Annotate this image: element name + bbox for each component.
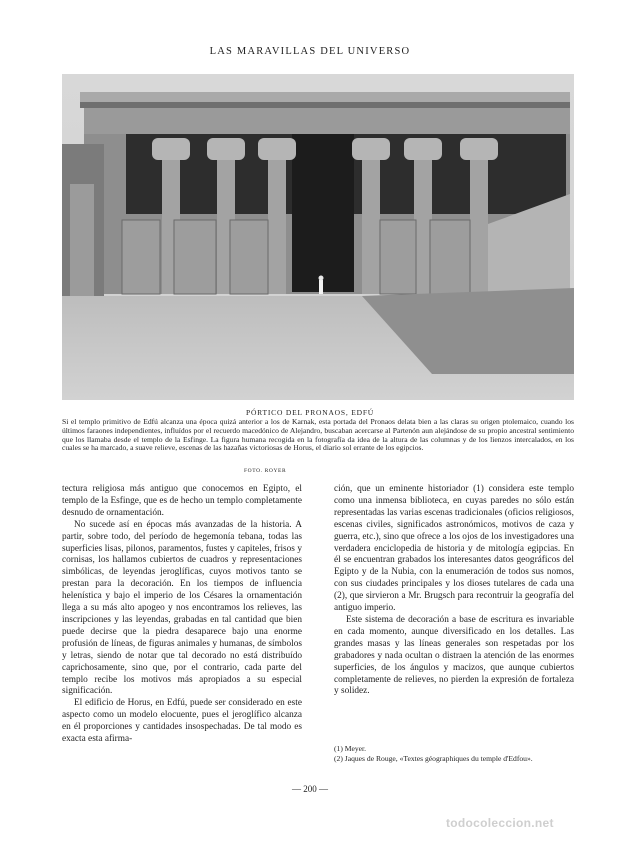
paragraph: El edificio de Horus, en Edfú, puede ser considerado en este aspecto como un modelo elocuente, pues el jeroglífico alcanza en él proporciones y cantidades insospechadas. De tal modo es exacta esta afirma- — [62, 698, 302, 745]
running-header: LAS MARAVILLAS DEL UNIVERSO — [209, 46, 411, 57]
paragraph: No sucede así en épocas más avanzadas de la historia. A partir, sobre todo, del período de hegemonía tebana, todas las superficies lisas, pilonos, paramentos, fustes y capiteles, frisos y cornisas, los hallamos cubiertos de cuadros y representaciones simbólicas, de leyendas jeroglíficas, cuyos motivos tanto se prestan para la decoración. En los tiempos de influencia helenística y bajo el imperio de los Césares la ornamentación llega a su más alto apogeo y nos encontramos los relieves, las inscripciones y las leyendas, grabadas en tal cantidad que bien puede decirse que la piedra desaparece bajo una enorme profusión de líneas, de figuras animales y humanas, de símbolos y letras, siendo de notar que tal decorado no está distribuído caprichosamente, sino que, por el contrario, cada parte del templo recibe los motivos más apropiados a su especial significación. — [62, 519, 302, 697]
photo-credit: FOTO. ROYER — [244, 468, 287, 474]
paragraph: Este sistema de decoración a base de escritura es invariable en cada momento, aunque diversificado en los detalles. Las grandes masas y las líneas generales son respetadas por los grabadores y nada ocultan o distraen la atención de las enormes superficies, de los ángulos y macizos, que aunque cubiertos completamente de relieves, no pierden la expresión de fortaleza y solidez. — [334, 614, 574, 697]
page-number: — 200 — — [292, 784, 328, 794]
photo-caption-body: Si el templo primitivo de Edfú alcanza una época quizá anterior a los de Karnak, esta portada del Pronaos delata bien a las claras su origen ptolemaico, cuando los últimos faraones independientes, influídos por el recuerdo macedónico de Alejandro, buscaban acercarse al Partenón aun alejándose de su propio ancestral sentimiento que los llamaba desde el templo de la Esfinge. La figura humana recogida en la fotografía da idea de la altura de las columnas y de los lienzos intercalados, en los cuales se ha marcado, a suave relieve, escenas de las hazañas victoriosas de Horus, el diario sol errante de los egipcios. — [62, 417, 574, 453]
paragraph: tectura religiosa más antiguo que conocemos en Egipto, el templo de la Esfinge, que es de hecho un templo completamente desnudo de ornamentación. — [62, 484, 302, 518]
temple-photograph — [62, 74, 574, 400]
footnote: (2) Jaques de Rouge, «Textes géographiques du temple d'Edfou». — [334, 754, 533, 763]
right-text-column — [334, 484, 574, 698]
footnote: (1) Meyer. — [334, 744, 367, 753]
watermark: todocoleccion.net — [446, 816, 554, 830]
left-text-column — [62, 484, 302, 746]
paragraph: ción, que un eminente historiador (1) considera este templo como una inmensa biblioteca, en cuyas paredes no sólo están representadas las varias escenas tradicionales (oficios religiosos, escenas civiles, significados astronómicos, motivos de caza y guerra, etc.), sino que ofrece a los ojos de los investigadores una verdadera enciclopedia de historia y de mitología egipcias. En él se encuentran grabados los interesantes datos geográficos del Egipto y de la Nubia, con la enumeración de todos sus nomos, con sus ciudades principales y los dioses tutelares de cada una (2), que sirvieron a Mr. Brugsch para recontruir la geografía del antiguo imperio. — [334, 484, 574, 614]
photo-caption-title: PÓRTICO DEL PRONAOS, EDFÚ — [245, 408, 375, 417]
